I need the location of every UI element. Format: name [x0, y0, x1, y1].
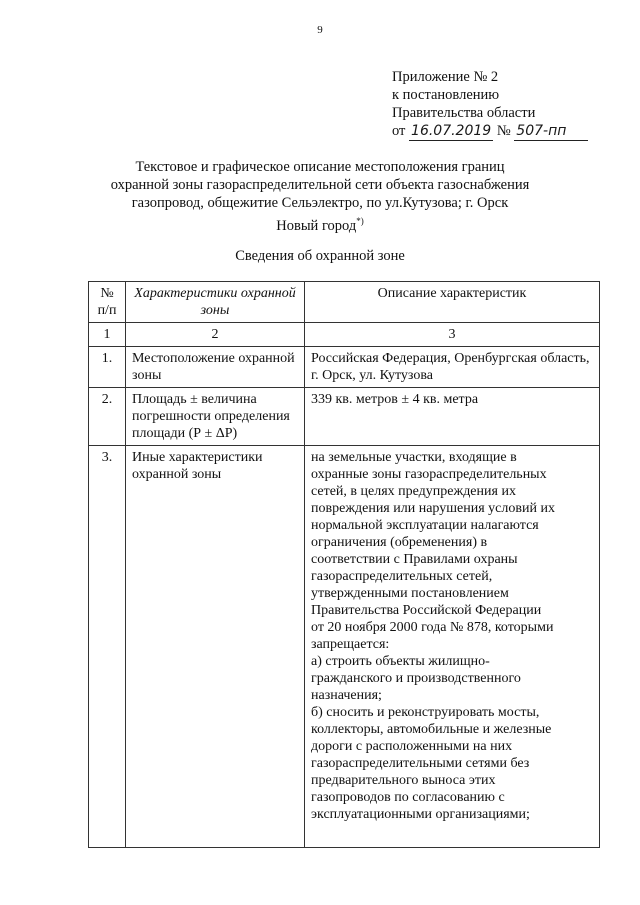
- description-line: Правительства Российской Федерации: [311, 603, 542, 618]
- handwritten-number: 507-пп: [514, 122, 588, 141]
- description-line: назначения;: [311, 688, 382, 703]
- date-prefix: от: [392, 123, 406, 139]
- appendix-line-2: к постановлению: [392, 87, 500, 103]
- description-line: эксплуатационными организациями;: [311, 807, 530, 822]
- row-characteristic: Площадь ± величина погрешности определения площади (Р ± ΔР): [126, 388, 305, 446]
- row-characteristic: Иные характеристики охранной зоны: [126, 446, 305, 848]
- row-number: 2.: [89, 388, 126, 446]
- title-line-2: охранной зоны газораспределительной сети объекта газоснабжения: [110, 177, 530, 193]
- description-line: коллекторы, автомобильные и железные: [311, 722, 552, 737]
- description-line: предварительного выноса этих: [311, 773, 496, 788]
- page-number: 9: [317, 24, 323, 36]
- description-line: газораспределительными сетями без: [311, 756, 530, 771]
- title-line-4: [80, 212, 560, 235]
- title-line-3: газопровод, общежитие Сельэлектро, по ул.Кутузова; г. Орск: [131, 195, 509, 211]
- description-line: повреждения или нарушения условий их: [311, 501, 555, 516]
- column-number: 1: [89, 323, 126, 347]
- row-description: [305, 446, 600, 848]
- title-line-1: Текстовое и графическое описание местоположения границ: [135, 159, 505, 175]
- description-line: газораспределительных сетей,: [311, 569, 493, 584]
- description-line: газопроводов по согласованию с: [311, 790, 505, 805]
- column-number: 2: [126, 323, 305, 347]
- document-title: [80, 158, 560, 235]
- header-description: Описание характеристик: [305, 282, 600, 323]
- table-row: [89, 446, 600, 848]
- row-number: 1.: [89, 347, 126, 388]
- appendix-date-line: [392, 122, 588, 141]
- header-characteristics: Характеристики охранной зоны: [126, 282, 305, 323]
- title-line-4-text: Новый город: [276, 217, 357, 234]
- table-row: [89, 388, 600, 446]
- row-characteristic: Местоположение охранной зоны: [126, 347, 305, 388]
- description-line: нормальной эксплуатации налагаются: [311, 518, 539, 533]
- appendix-header: [392, 68, 588, 141]
- description-line: на земельные участки, входящие в: [311, 450, 517, 465]
- row-description: Российская Федерация, Оренбургская область, г. Орск, ул. Кутузова: [305, 347, 600, 388]
- description-line: дороги с расположенными на них: [311, 739, 513, 754]
- table-row: [89, 347, 600, 388]
- number-prefix: №: [496, 123, 511, 139]
- description-line: охранные зоны газораспределительных: [311, 467, 547, 482]
- description-line: б) сносить и реконструировать мосты,: [311, 705, 540, 720]
- appendix-line-1: Приложение № 2: [392, 69, 499, 85]
- description-line: от 20 ноября 2000 года № 878, которыми: [311, 620, 554, 635]
- row-number: 3.: [89, 446, 126, 848]
- row-description: 339 кв. метров ± 4 кв. метра: [305, 388, 600, 446]
- description-line: соответствии с Правилами охраны: [311, 552, 518, 567]
- description-line: гражданского и производственного: [311, 671, 521, 686]
- table-header-row: [89, 282, 600, 323]
- description-line: утвержденными постановлением: [311, 586, 509, 601]
- protected-zone-table: [88, 281, 600, 848]
- appendix-line-3: Правительства области: [392, 105, 536, 121]
- table-column-numbers-row: [89, 323, 600, 347]
- header-number: № п/п: [89, 282, 126, 323]
- handwritten-date: 16.07.2019: [411, 123, 492, 139]
- description-line: ограничения (обременения) в: [311, 535, 488, 550]
- section-subtitle: Сведения об охранной зоне: [235, 248, 405, 264]
- description-line: сетей, в целях предупреждения их: [311, 484, 516, 499]
- description-line: запрещается:: [311, 637, 390, 652]
- description-line: а) строить объекты жилищно-: [311, 654, 490, 669]
- footnote-mark: *): [356, 216, 364, 226]
- column-number: 3: [305, 323, 600, 347]
